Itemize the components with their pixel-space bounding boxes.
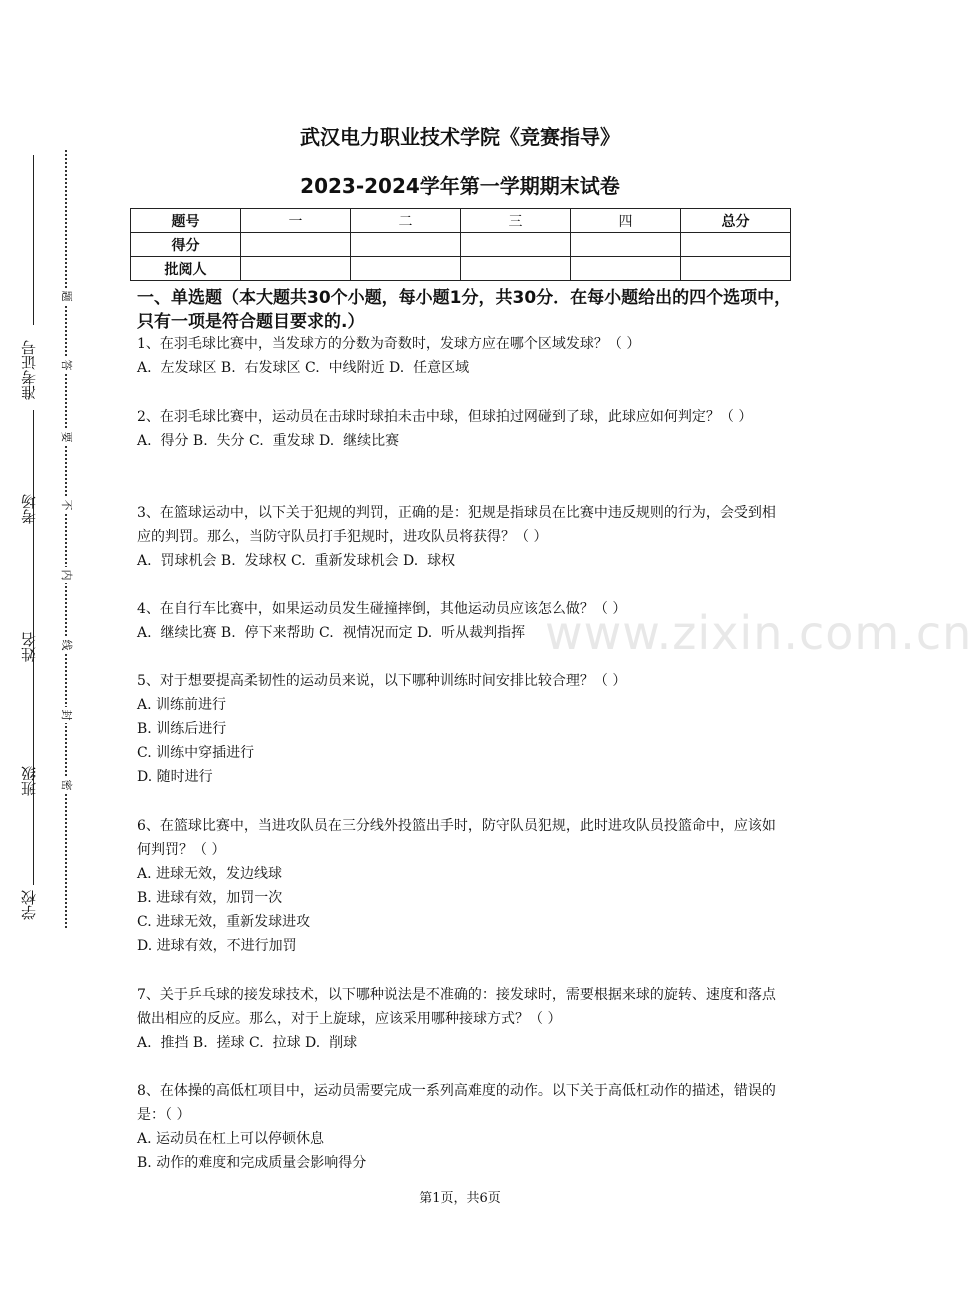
option-c: C. 训练中穿插进行: [137, 745, 255, 761]
seal-char: 密: [59, 777, 73, 793]
ticket-number-line: [33, 155, 34, 325]
table-header-cell: 四: [571, 209, 681, 233]
option-a: A. 训练前进行: [137, 697, 227, 713]
seal-char: 题: [59, 288, 73, 304]
score-row: [131, 233, 791, 257]
question-5: [137, 669, 787, 789]
question-stem: 2、在羽毛球比赛中，运动员在击球时球拍未击中球，但球拍过网碰到了球，此球应如何判定？（ ）: [137, 409, 753, 425]
question-4: [137, 597, 787, 645]
score-cell: [571, 233, 681, 257]
question-options: A. 继续比赛 B. 停下来帮助 C. 视情况而定 D. 听从裁判指挥: [137, 625, 526, 641]
seal-char: 答: [59, 357, 73, 373]
option-a: A. 运动员在杠上可以停顿休息: [137, 1131, 325, 1147]
option-d: D. 进球有效，不进行加罚: [137, 938, 297, 954]
score-table-header-row: [131, 209, 791, 233]
seal-char: 内: [59, 567, 73, 583]
seal-dotted-line: [65, 150, 67, 928]
seal-char: 不: [59, 497, 73, 513]
question-6: [137, 814, 787, 958]
grader-cell: [351, 257, 461, 281]
table-header-cell: 题号: [131, 209, 241, 233]
row-label: 得分: [131, 233, 241, 257]
question-options: A. 左发球区 B. 右发球区 C. 中线附近 D. 任意区域: [137, 360, 470, 376]
question-8: [137, 1079, 787, 1175]
question-1: [137, 332, 787, 380]
question-stem: 6、在篮球比赛中，当进攻队员在三分线外投篮出手时，防守队员犯规，此时进攻队员投篮命中，应该如何判罚？（ ）: [137, 818, 776, 858]
table-header-cell: 三: [461, 209, 571, 233]
page-footer: 第1页，共6页: [419, 1191, 501, 1206]
school-label: 学校: [20, 890, 38, 920]
grader-row: [131, 257, 791, 281]
ticket-number-label: 准考证号: [20, 340, 38, 400]
exam-subtitle: 2023-2024学年第一学期期末试卷: [300, 174, 620, 198]
table-header-cell: 一: [241, 209, 351, 233]
seal-char: 要: [59, 429, 73, 445]
option-b: B. 训练后进行: [137, 721, 227, 737]
seal-char: 线: [59, 637, 73, 653]
score-cell: [241, 233, 351, 257]
question-2: [137, 405, 787, 453]
question-stem: 3、在篮球运动中，以下关于犯规的判罚，正确的是：犯规是指球员在比赛中违反规则的行为，会受到相应的判罚。那么，当防守队员打手犯规时，进攻队员将获得？（ ）: [137, 505, 776, 545]
option-d: D. 随时进行: [137, 769, 213, 785]
question-stem: 7、关于乒乓球的接发球技术，以下哪种说法是不准确的：接发球时，需要根据来球的旋转、速度和落点做出相应的反应。那么，对于上旋球，应该采用哪种接球方式？（ ）: [137, 987, 776, 1027]
exam-room-label: 考场: [20, 494, 38, 524]
question-7: [137, 983, 787, 1055]
score-cell: [461, 233, 571, 257]
question-stem: 8、在体操的高低杠项目中，运动员需要完成一系列高难度的动作。以下关于高低杠动作的描述，错误的是：（ ）: [137, 1083, 776, 1123]
binding-margin: [0, 0, 120, 1302]
grader-cell: [681, 257, 791, 281]
option-a: A. 进球无效，发边线球: [137, 866, 283, 882]
exam-title: 武汉电力职业技术学院《竞赛指导》: [300, 125, 620, 149]
section-heading: 一、单选题（本大题共30个小题，每小题1分，共30分．在每小题给出的四个选项中，只有一项是符合题目要求的.）: [137, 288, 792, 332]
watermark: www.zixin.com.cn: [545, 606, 972, 660]
question-options: A. 罚球机会 B. 发球权 C. 重新发球机会 D. 球权: [137, 553, 456, 569]
name-label: 姓名: [20, 632, 38, 662]
score-cell: [351, 233, 461, 257]
grader-cell: [571, 257, 681, 281]
question-3: [137, 501, 787, 573]
grader-cell: [461, 257, 571, 281]
table-header-cell: 二: [351, 209, 461, 233]
class-label: 班级: [20, 766, 38, 796]
row-label: 批阅人: [131, 257, 241, 281]
table-header-cell: 总分: [681, 209, 791, 233]
grader-cell: [241, 257, 351, 281]
seal-char: 封: [59, 707, 73, 723]
option-b: B. 动作的难度和完成质量会影响得分: [137, 1155, 367, 1171]
option-c: C. 进球无效，重新发球进攻: [137, 914, 311, 930]
score-table: [130, 208, 791, 281]
score-cell: [681, 233, 791, 257]
question-stem: 1、在羽毛球比赛中，当发球方的分数为奇数时，发球方应在哪个区域发球？（ ）: [137, 336, 641, 352]
question-options: A. 得分 B. 失分 C. 重发球 D. 继续比赛: [137, 433, 400, 449]
question-options: A. 推挡 B. 搓球 C. 拉球 D. 削球: [137, 1035, 358, 1051]
exam-room-line: [33, 410, 34, 474]
question-stem: 5、对于想要提高柔韧性的运动员来说，以下哪种训练时间安排比较合理？（ ）: [137, 673, 627, 689]
question-stem: 4、在自行车比赛中，如果运动员发生碰撞摔倒，其他运动员应该怎么做？（ ）: [137, 601, 627, 617]
option-b: B. 进球有效，加罚一次: [137, 890, 283, 906]
